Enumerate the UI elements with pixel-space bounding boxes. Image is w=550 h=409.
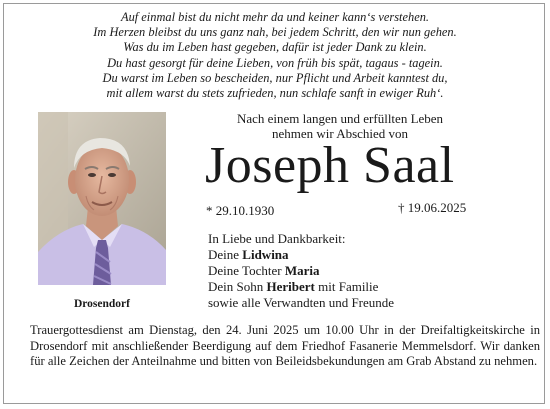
photo-caption: Drosendorf (73, 298, 130, 310)
birth-star-icon: * (206, 203, 213, 218)
family-member: Deine Lidwina (208, 247, 289, 263)
poem (0, 10, 550, 101)
intro-line: nehmen wir Abschied von (271, 125, 409, 141)
death-cross-icon: † (398, 200, 405, 215)
family-list (208, 231, 394, 311)
death-date (398, 200, 466, 216)
poem-line: Auf einmal bist du nicht mehr da und keiner kann‘s verstehen. (121, 10, 429, 24)
poem-line: Was du im Leben hast gegeben, dafür ist jeder Dank zu klein. (123, 40, 427, 55)
deceased-name: Joseph Saal (205, 137, 455, 194)
poem-line: Im Herzen bleibst du uns ganz nah, bei jedem Schritt, den wir nun gehen. (93, 25, 457, 40)
family-member: Dein Sohn Heribert mit Familie (208, 279, 379, 295)
family-member: sowie alle Verwandten und Freunde (208, 295, 395, 311)
intro-line: Nach einem langen und erfüllten Leben (236, 111, 444, 126)
funeral-notice: Trauergottesdienst am Dienstag, den 24. Juni 2025 um 10.00 Uhr in der Dreifaltigkeitskirche in Drosendorf mit anschließender Beerdigung auf dem Friedhof Fasanerie Memmelsdorf. Wir danken für alle Zeichen der Anteilnahme und bitten von Beileidsbekundungen am Grab Abstand zu nehmen. (30, 323, 540, 369)
death-date-value: 19.06.2025 (407, 200, 467, 215)
family-heading: In Liebe und Dankbarkeit: (208, 231, 346, 246)
birth-date-value: 29.10.1930 (215, 203, 275, 218)
family-member: Deine Tochter Maria (208, 263, 320, 279)
poem-line: mit allem warst du stets zufrieden, nun schlafe sanft in ewiger Ruh‘. (106, 86, 444, 101)
portrait-photo (38, 112, 166, 285)
poem-line: Du warst im Leben so bescheiden, nur Pflicht und Arbeit kanntest du, (102, 70, 448, 85)
poem-line: Du hast gesorgt für deine Lieben, von früh bis spät, tagaus - tagein. (107, 55, 443, 70)
birth-date (206, 203, 274, 219)
